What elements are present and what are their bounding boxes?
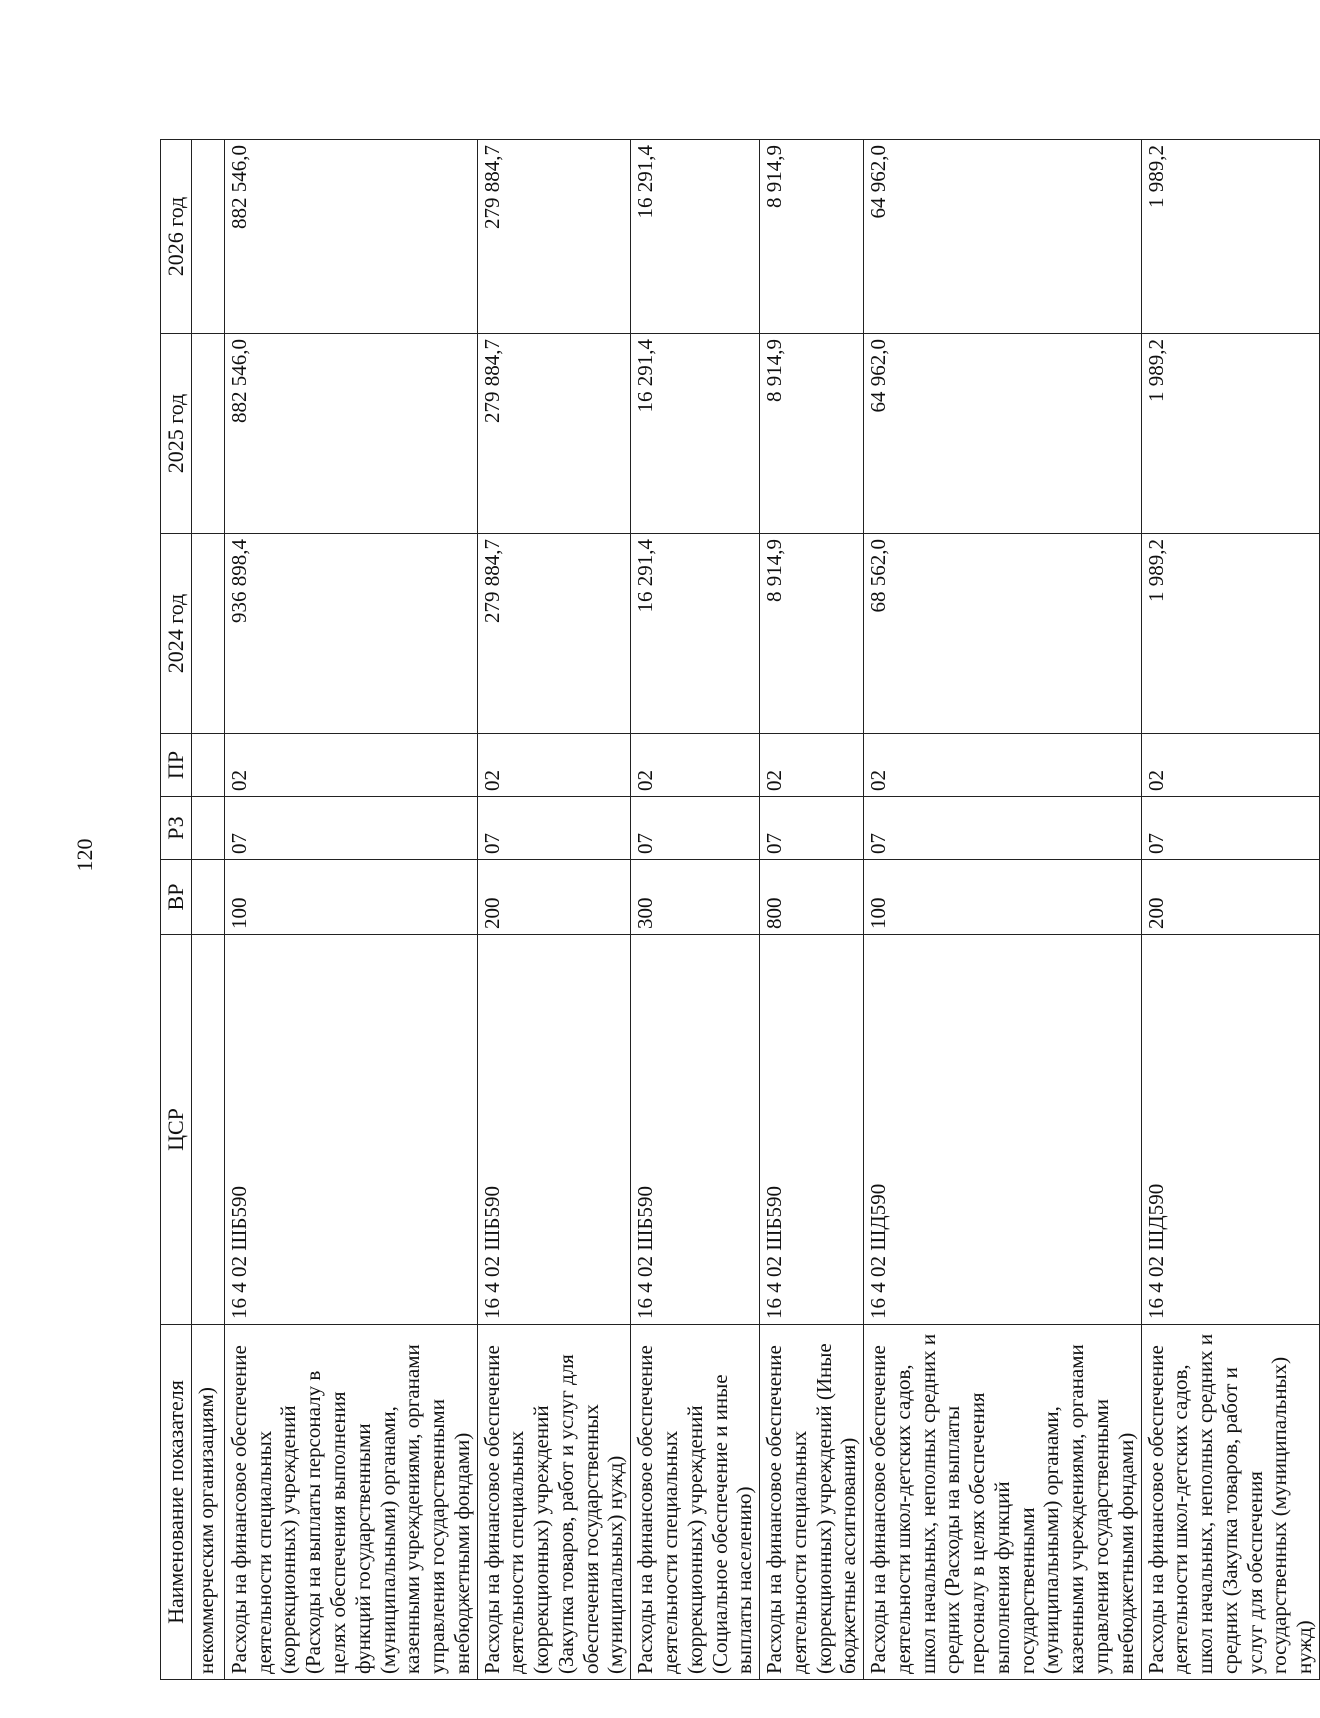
header-pr: ПР: [161, 734, 192, 797]
table-row: [864, 140, 1141, 1680]
row-rz: 07: [224, 797, 477, 860]
row-pr: 02: [224, 734, 477, 797]
header-name: Наименование показателя: [161, 1325, 192, 1680]
row-vr: 200: [477, 860, 631, 935]
row-name: Расходы на финансовое обеспечение деятельности школ-детских садов, школ начальных, неполных средних и средних (Расходы на выплаты персоналу в целях обеспечения выполнения функций государственными (муниципальными) органами, казенными учреждениями, органами управления государственными внебюджетными фондами): [864, 1325, 1141, 1680]
row-pr: 02: [477, 734, 631, 797]
row-2025: 279 884,7: [477, 334, 631, 534]
row-2024: 1 989,2: [1141, 534, 1319, 734]
row-csr: 16 4 02 ШД590: [864, 935, 1141, 1325]
table-row: [224, 140, 477, 1680]
row-2025: 16 291,4: [631, 334, 760, 534]
row-rz: 07: [760, 797, 864, 860]
row-rz: 07: [477, 797, 631, 860]
budget-table: [160, 139, 1320, 1680]
row-pr: 02: [760, 734, 864, 797]
header-2024: 2024 год: [161, 534, 192, 734]
empty-cell: [191, 334, 224, 534]
row-2026: 16 291,4: [631, 140, 760, 334]
table-row: [760, 140, 864, 1680]
header-csr: ЦСР: [161, 935, 192, 1325]
empty-cell: [191, 734, 224, 797]
empty-cell: [191, 860, 224, 935]
row-pr: 02: [631, 734, 760, 797]
row-2026: 8 914,9: [760, 140, 864, 334]
row-csr: 16 4 02 ШБ590: [760, 935, 864, 1325]
row-2024: 936 898,4: [224, 534, 477, 734]
header-vr: ВР: [161, 860, 192, 935]
empty-cell: [191, 935, 224, 1325]
table-header-row: [161, 140, 192, 1680]
table-row: [631, 140, 760, 1680]
page-number: 120: [72, 838, 97, 872]
header-2026: 2026 год: [161, 140, 192, 334]
row-vr: 200: [1141, 860, 1319, 935]
row-vr: 300: [631, 860, 760, 935]
continuation-text: некоммерческим организациям): [191, 1325, 224, 1680]
table-row: [477, 140, 631, 1680]
row-rz: 07: [864, 797, 1141, 860]
row-pr: 02: [864, 734, 1141, 797]
row-2026: 64 962,0: [864, 140, 1141, 334]
row-2025: 64 962,0: [864, 334, 1141, 534]
row-vr: 800: [760, 860, 864, 935]
row-vr: 100: [224, 860, 477, 935]
row-2025: 8 914,9: [760, 334, 864, 534]
header-rz: РЗ: [161, 797, 192, 860]
row-2026: 882 546,0: [224, 140, 477, 334]
row-2025: 1 989,2: [1141, 334, 1319, 534]
row-rz: 07: [1141, 797, 1319, 860]
row-name: Расходы на финансовое обеспечение деятельности школ-детских садов, школ начальных, неполных средних и средних (Закупка товаров, работ и услуг для обеспечения государственных (муниципальных) нужд): [1141, 1325, 1319, 1680]
empty-cell: [191, 140, 224, 334]
empty-cell: [191, 534, 224, 734]
empty-cell: [191, 797, 224, 860]
row-name: Расходы на финансовое обеспечение деятельности специальных (коррекционных) учреждений (Закупка товаров, работ и услуг для обеспечения государственных (муниципальных) нужд): [477, 1325, 631, 1680]
row-name: Расходы на финансовое обеспечение деятельности специальных (коррекционных) учреждений (Иные бюджетные ассигнования): [760, 1325, 864, 1680]
budget-table-container: [160, 140, 1317, 1680]
table-row-continuation: [191, 140, 224, 1680]
row-name: Расходы на финансовое обеспечение деятельности специальных (коррекционных) учреждений (Расходы на выплаты персоналу в целях обеспечения выполнения функций государственными (муниципальными) органами, казенными учреждениями, органами управления государственными внебюджетными фондами): [224, 1325, 477, 1680]
row-2024: 16 291,4: [631, 534, 760, 734]
row-csr: 16 4 02 ШБ590: [631, 935, 760, 1325]
row-2024: 279 884,7: [477, 534, 631, 734]
row-csr: 16 4 02 ШБ590: [224, 935, 477, 1325]
row-csr: 16 4 02 ШД590: [1141, 935, 1319, 1325]
row-2024: 8 914,9: [760, 534, 864, 734]
row-pr: 02: [1141, 734, 1319, 797]
row-name: Расходы на финансовое обеспечение деятельности специальных (коррекционных) учреждений (Социальное обеспечение и иные выплаты населению): [631, 1325, 760, 1680]
row-2024: 68 562,0: [864, 534, 1141, 734]
row-vr: 100: [864, 860, 1141, 935]
row-csr: 16 4 02 ШБ590: [477, 935, 631, 1325]
row-2025: 882 546,0: [224, 334, 477, 534]
row-2026: 279 884,7: [477, 140, 631, 334]
header-2025: 2025 год: [161, 334, 192, 534]
row-rz: 07: [631, 797, 760, 860]
table-row: [1141, 140, 1319, 1680]
row-2026: 1 989,2: [1141, 140, 1319, 334]
